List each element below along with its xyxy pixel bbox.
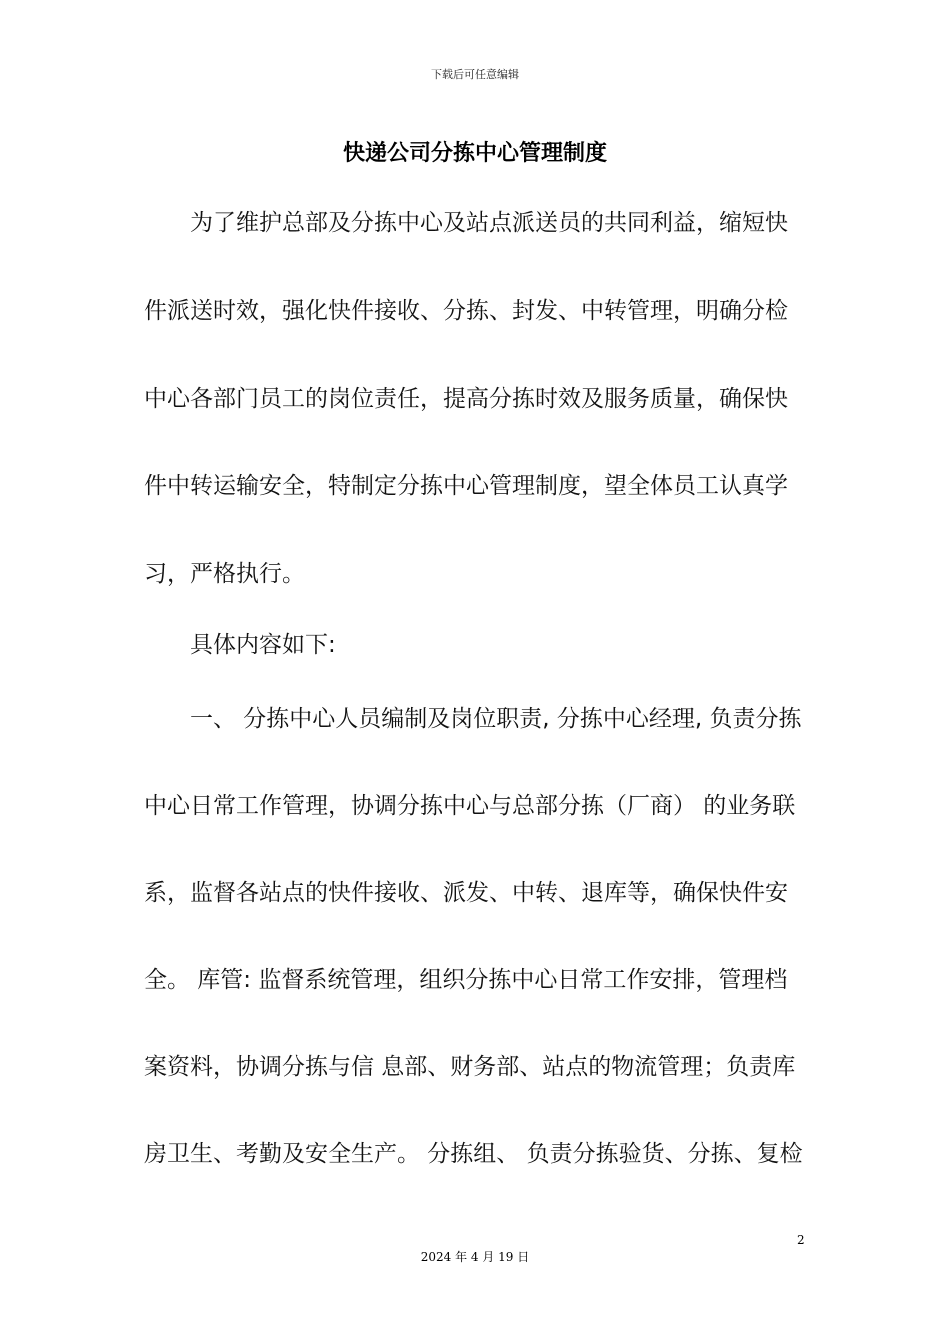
body-line: 房卫生、考勤及安全生产。 分拣组、 负责分拣验货、分拣、复检 xyxy=(144,1141,803,1167)
body-line: 系，监督各站点的快件接收、派发、中转、退库等，确保快件安 xyxy=(144,880,788,906)
body-line: 中心各部门员工的岗位责任，提高分拣时效及服务质量，确保快 xyxy=(144,386,788,412)
body-line: 全。 库管: 监督系统管理，组织分拣中心日常工作安排，管理档 xyxy=(144,967,788,993)
header-note: 下载后可任意编辑 xyxy=(431,68,519,81)
body-line: 具体内容如下: xyxy=(144,632,336,658)
body-line: 一、 分拣中心人员编制及岗位职责, 分拣中心经理, 负责分拣 xyxy=(144,706,802,732)
body-line: 中心日常工作管理，协调分拣中心与总部分拣（厂商） 的业务联 xyxy=(144,793,796,819)
footer-date: 2024 年 4 月 19 日 xyxy=(420,1250,530,1264)
body-line: 习，严格执行。 xyxy=(144,561,305,587)
body-line: 件派送时效，强化快件接收、分拣、封发、中转管理，明确分检 xyxy=(144,298,788,324)
body-line: 为了维护总部及分拣中心及站点派送员的共同利益，缩短快 xyxy=(144,210,788,236)
page-number: 2 xyxy=(797,1233,805,1247)
document-title: 快递公司分拣中心管理制度 xyxy=(342,141,607,166)
body-line: 案资料，协调分拣与信 息部、财务部、站点的物流管理；负责库 xyxy=(144,1054,796,1080)
body-line: 件中转运输安全，特制定分拣中心管理制度，望全体员工认真学 xyxy=(144,473,788,499)
